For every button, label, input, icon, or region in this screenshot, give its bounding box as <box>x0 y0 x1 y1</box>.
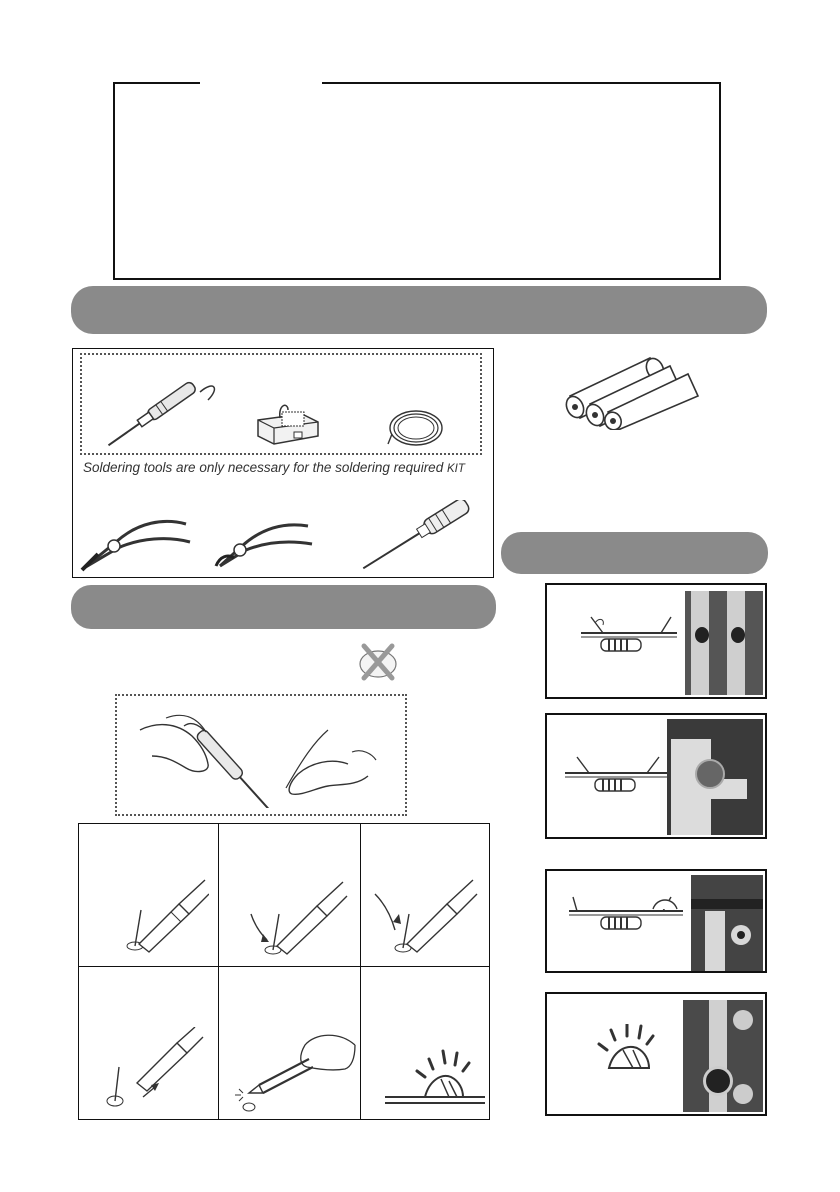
step-4 <box>79 967 219 1119</box>
section-banner-results <box>501 532 768 574</box>
notice-box <box>113 82 721 280</box>
pcb-photo-3 <box>691 875 763 971</box>
step-5 <box>219 967 361 1119</box>
iron-stand-icon <box>254 398 324 448</box>
cut-lead-icon <box>229 1015 359 1115</box>
step-1 <box>79 824 219 967</box>
remove-solder-icon <box>371 874 481 964</box>
shine-icon <box>385 1047 485 1111</box>
feed-solder-icon <box>243 874 353 964</box>
batteries-image <box>556 350 716 430</box>
soldering-tools-caption <box>83 460 465 475</box>
notice-box-title-gap <box>200 78 322 88</box>
long-nose-pliers-icon <box>78 502 198 572</box>
iron-tip-on-pad-icon <box>109 874 209 964</box>
pcb-photo-1 <box>685 591 763 695</box>
hands-holding-iron-illustration <box>136 712 386 808</box>
resistor-diagram-icon <box>579 611 679 661</box>
result-panel-3 <box>545 869 767 973</box>
soldering-tools-caption-text: Soldering tools are only necessary for the soldering required <box>83 460 444 475</box>
resistor-diagram-icon <box>563 751 673 801</box>
screwdriver-icon <box>350 500 480 572</box>
pcb-photo-2 <box>667 719 763 835</box>
kit-label: KIT <box>446 463 465 475</box>
step-6 <box>361 967 489 1119</box>
result-panel-2 <box>545 713 767 839</box>
solder-wire-icon <box>386 404 446 450</box>
step-2 <box>219 824 361 967</box>
resistor-diagram-icon <box>567 889 687 933</box>
result-panel-4 <box>545 992 767 1116</box>
side-cutters-icon <box>212 504 316 570</box>
soldering-steps-grid <box>78 823 490 1120</box>
result-panel-1 <box>545 583 767 699</box>
section-banner-soldering <box>71 585 496 629</box>
soldering-iron-icon <box>96 372 226 452</box>
section-banner-tools <box>71 286 767 334</box>
step-3 <box>361 824 489 967</box>
remove-iron-icon <box>99 1027 209 1117</box>
pcb-photo-4 <box>683 1000 763 1112</box>
crossed-circle-icon <box>356 640 400 684</box>
shine-icon <box>593 1024 663 1070</box>
